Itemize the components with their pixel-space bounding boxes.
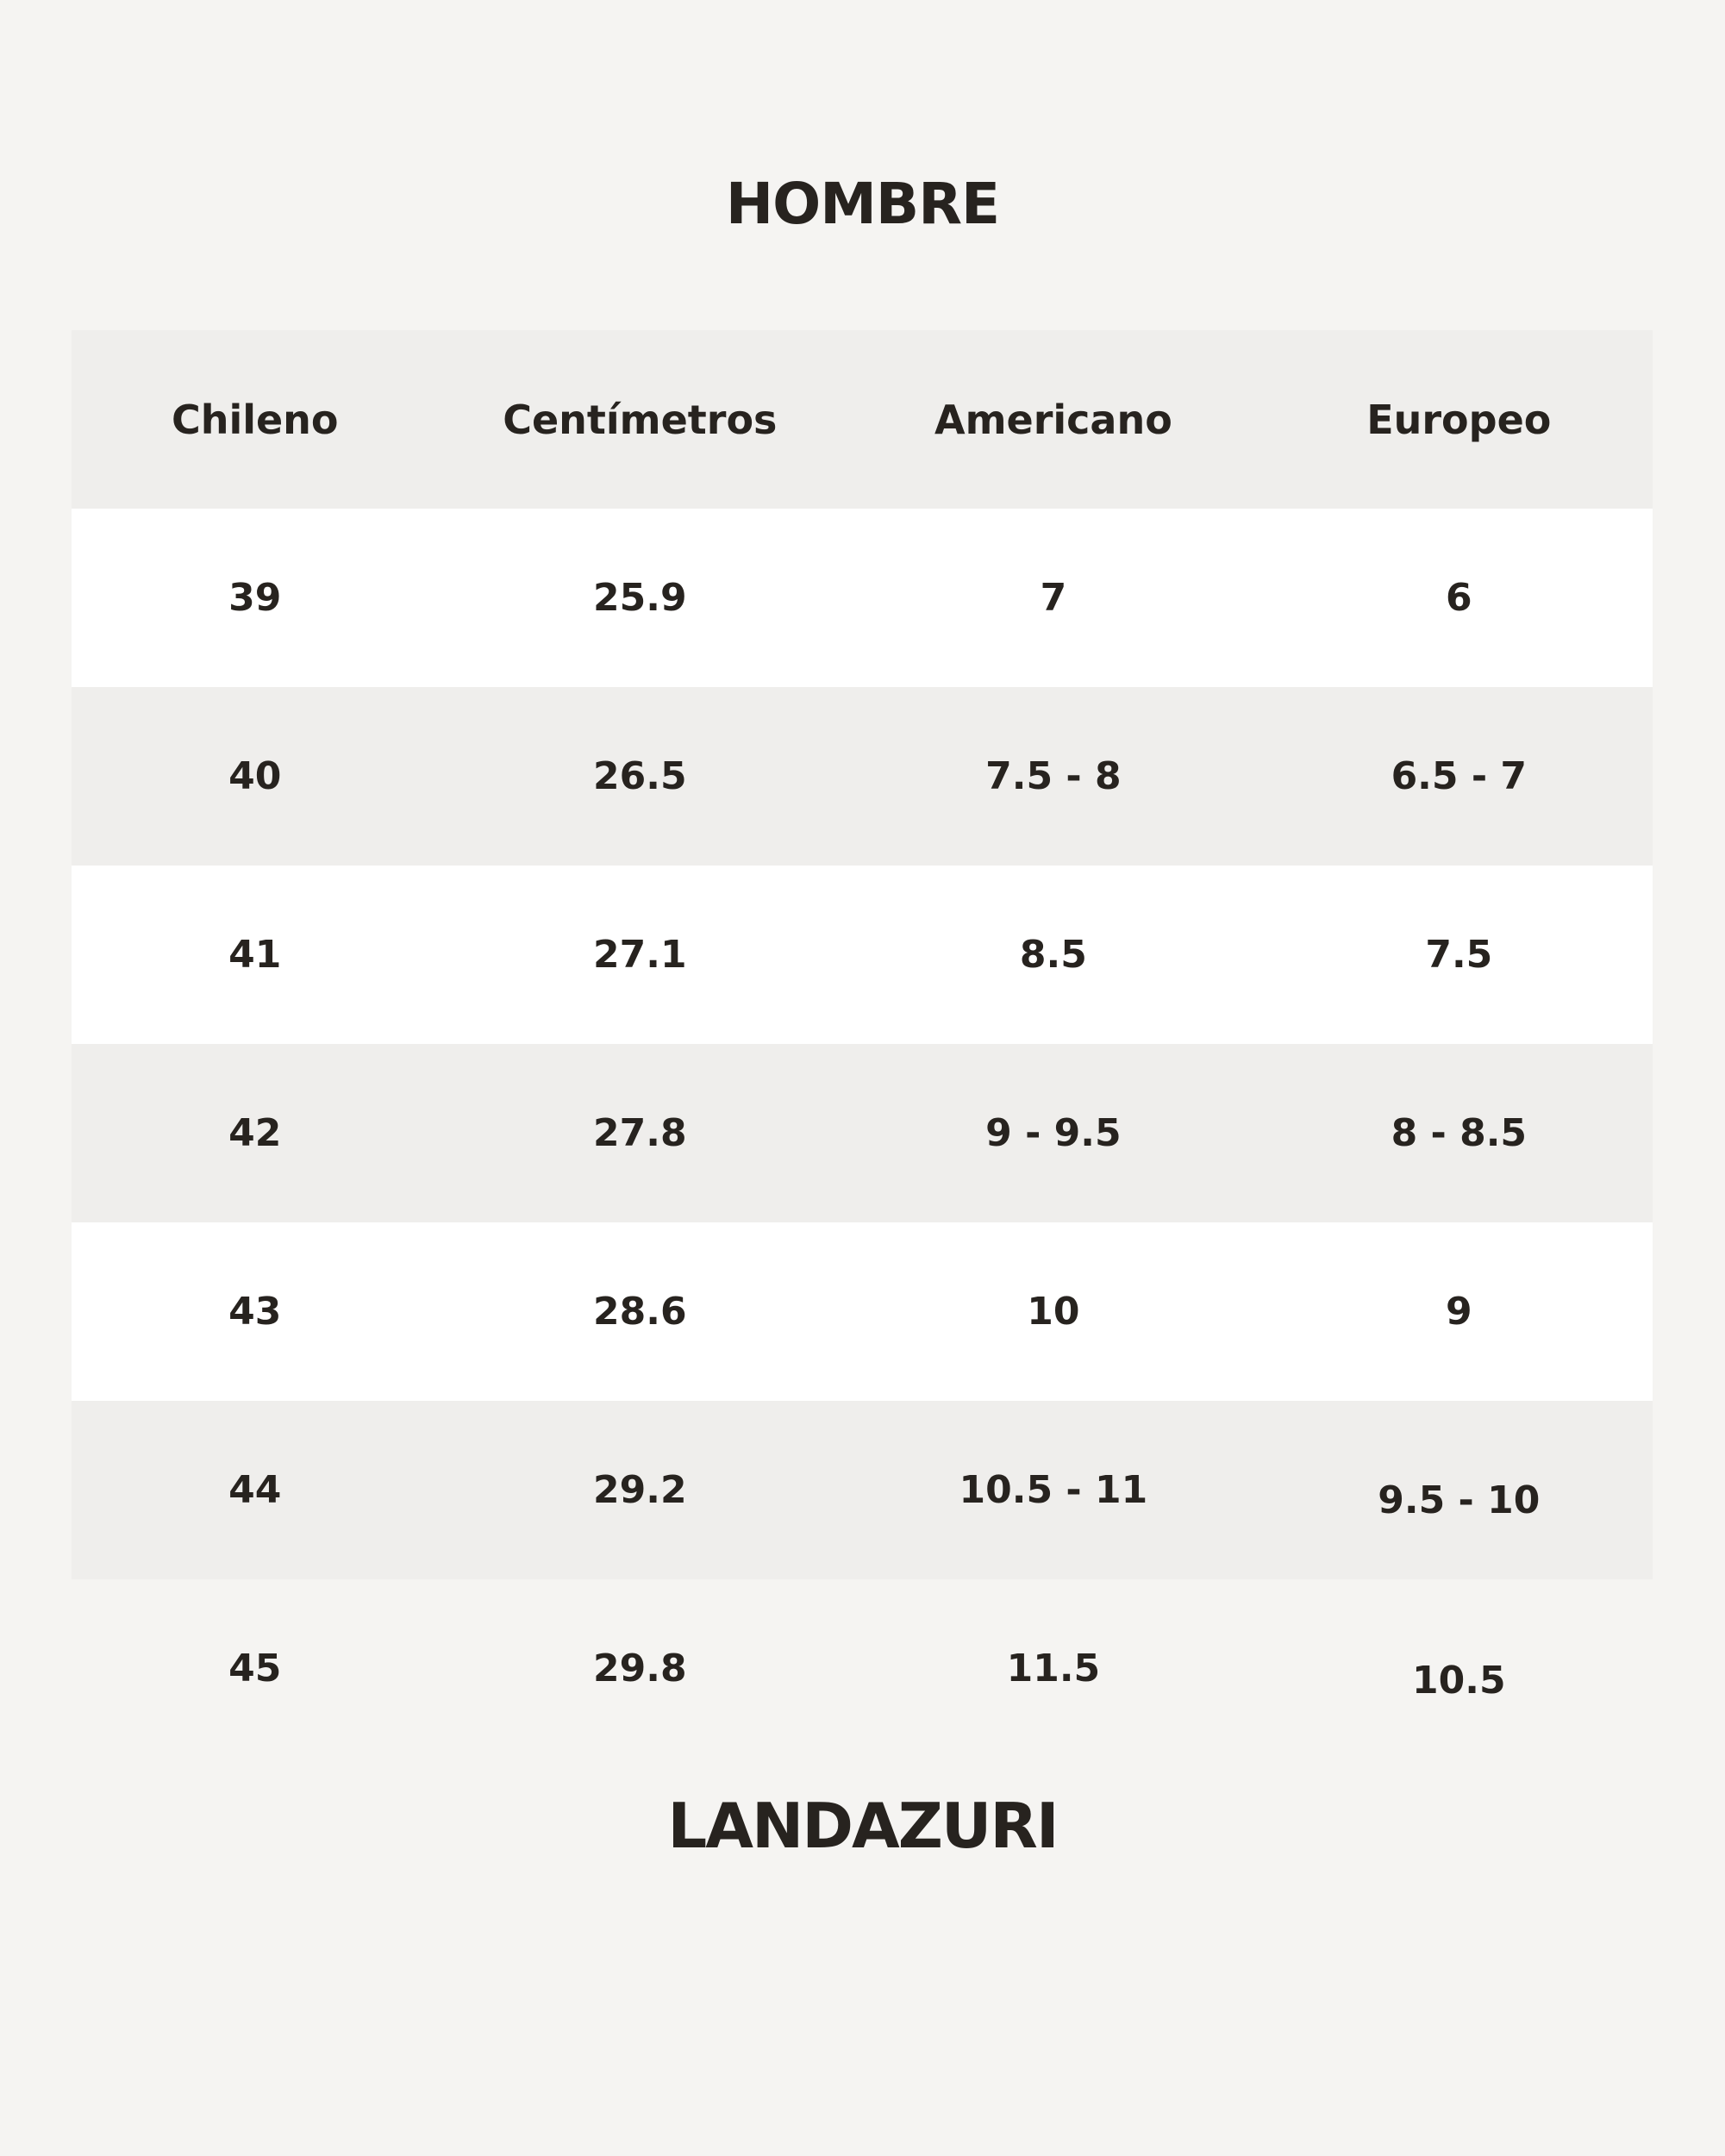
table-cell-chileno: 44 xyxy=(228,1467,282,1512)
table-body xyxy=(72,509,1653,1758)
table-row xyxy=(72,509,1653,687)
table-cell-americano: 11.5 xyxy=(1006,1646,1101,1690)
table-cell-americano: 10 xyxy=(1027,1289,1080,1334)
table-cell-centimetros: 29.2 xyxy=(593,1467,687,1512)
table-header-row xyxy=(72,330,1653,509)
table-row xyxy=(72,687,1653,866)
table-cell-centimetros: 29.8 xyxy=(593,1646,687,1690)
table-cell-centimetros: 27.8 xyxy=(593,1110,687,1155)
table-cell-chileno: 43 xyxy=(228,1289,282,1334)
table-cell-europeo: 10.5 xyxy=(1412,1658,1506,1703)
brand-logo: LANDAZURI xyxy=(667,1790,1058,1862)
table-cell-americano: 10.5 - 11 xyxy=(959,1467,1148,1512)
table-cell-europeo: 9 xyxy=(1445,1289,1472,1334)
table-cell-europeo: 7.5 xyxy=(1425,932,1493,977)
table-cell-americano: 7 xyxy=(1040,575,1067,620)
table-row xyxy=(72,866,1653,1044)
table-cell-chileno: 39 xyxy=(228,575,282,620)
table-cell-americano: 9 - 9.5 xyxy=(985,1110,1122,1155)
column-header-europeo: Europeo xyxy=(1366,396,1552,443)
table-cell-centimetros: 26.5 xyxy=(593,753,687,798)
table-cell-chileno: 42 xyxy=(228,1110,282,1155)
table-cell-europeo: 8 - 8.5 xyxy=(1391,1110,1528,1155)
table-cell-americano: 8.5 xyxy=(1019,932,1087,977)
table-row xyxy=(72,1044,1653,1222)
table-cell-europeo: 6 xyxy=(1445,575,1472,620)
table-cell-chileno: 40 xyxy=(228,753,282,798)
table-cell-centimetros: 25.9 xyxy=(593,575,687,620)
column-header-centimetros: Centímetros xyxy=(503,396,778,443)
table-cell-centimetros: 28.6 xyxy=(593,1289,687,1334)
table-cell-centimetros: 27.1 xyxy=(593,932,687,977)
table-cell-europeo: 9.5 - 10 xyxy=(1378,1478,1541,1522)
table-row xyxy=(72,1579,1653,1758)
column-header-chileno: Chileno xyxy=(171,396,339,443)
table-cell-chileno: 41 xyxy=(228,932,282,977)
table-cell-europeo: 6.5 - 7 xyxy=(1391,753,1528,798)
column-header-americano: Americano xyxy=(934,396,1172,443)
table-row xyxy=(72,1401,1653,1579)
table-row xyxy=(72,1222,1653,1401)
page-title: HOMBRE xyxy=(725,171,1000,237)
table-cell-chileno: 45 xyxy=(228,1646,282,1690)
size-conversion-table xyxy=(72,330,1653,1758)
table-cell-americano: 7.5 - 8 xyxy=(985,753,1122,798)
